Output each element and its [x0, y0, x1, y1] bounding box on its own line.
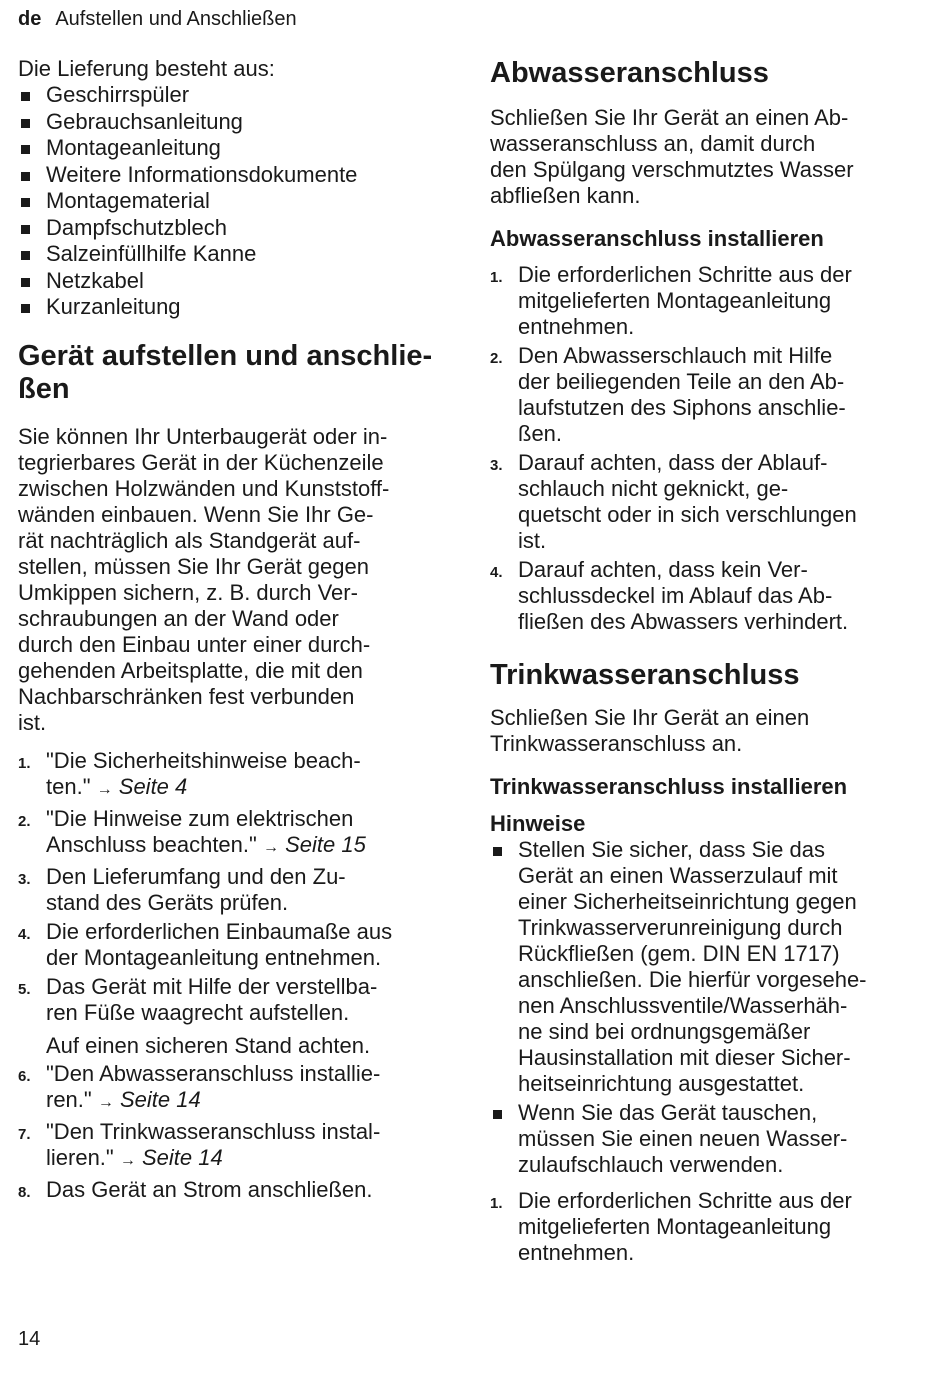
step-text: "Den Abwasseranschluss installie-	[46, 1060, 381, 1086]
text-line: Sie können Ihr Unterbaugerät oder in-	[18, 423, 388, 449]
step-item	[490, 1188, 920, 1266]
note-text: Gerät an einen Wasserzulauf mit	[518, 863, 838, 888]
step-number: 1.	[490, 1195, 503, 1212]
step-item	[18, 1061, 448, 1116]
page-reference-link[interactable]: Seite 14	[141, 1144, 223, 1170]
step-number: 7.	[18, 1125, 31, 1143]
step-number: 2.	[490, 350, 503, 367]
page-number: 14	[18, 1328, 41, 1350]
section-heading-trinkwasser: Trinkwasseranschluss	[490, 659, 800, 691]
note-item	[490, 1100, 920, 1178]
language-code: de	[18, 8, 42, 30]
step-number: 5.	[18, 980, 31, 998]
step-text: Den Abwasserschlauch mit Hilfe	[518, 343, 833, 368]
trinkwasser-steps	[490, 1188, 920, 1266]
note-text: ne sind bei ordnungsgemäßer	[518, 1019, 811, 1044]
step-text: stand des Geräts prüfen.	[46, 889, 289, 915]
text-line: abfließen kann.	[490, 183, 641, 208]
text-line: wasseranschluss an, damit durch	[490, 131, 816, 156]
setup-steps	[18, 748, 448, 1026]
text-line: Trinkwasseranschluss an.	[490, 731, 743, 756]
step-number: 2.	[18, 812, 31, 830]
notes-list	[490, 837, 920, 1178]
step-item	[490, 450, 920, 554]
text-line: rät nachträglich als Standgerät auf-	[18, 527, 361, 553]
text-line: gehenden Arbeitsplatte, die mit den	[18, 657, 363, 683]
note-text: müssen Sie einen neuen Wasser-	[518, 1126, 848, 1151]
heading-line: ßen	[18, 372, 70, 405]
text-line: stellen, müssen Sie Ihr Gerät gegen	[18, 553, 369, 579]
note-item	[490, 837, 920, 1097]
delivery-item: Gebrauchsanleitung	[18, 109, 448, 136]
text-line: Umkippen sichern, z. B. durch Ver-	[18, 579, 358, 605]
setup-paragraph	[18, 424, 448, 736]
text-line: Nachbarschränken fest verbunden	[18, 683, 355, 709]
step-text: schlauch nicht geknickt, ge-	[518, 476, 789, 501]
arrow-right-icon: →	[96, 780, 113, 798]
step-text: der beiliegenden Teile an den Ab-	[518, 369, 845, 394]
step-item	[18, 864, 448, 916]
text-line: den Spülgang verschmutztes Wasser	[490, 157, 854, 182]
section-heading-setup	[18, 340, 448, 406]
step-number: 3.	[18, 870, 31, 888]
abwasser-steps	[490, 262, 920, 635]
step-text: fließen des Abwassers verhindert.	[518, 609, 849, 634]
step-number: 8.	[18, 1183, 31, 1201]
step-number: 6.	[18, 1067, 31, 1085]
setup-steps-continued	[18, 1061, 448, 1203]
step-text: mitgelieferten Montageanleitung	[518, 1214, 832, 1239]
delivery-list	[18, 82, 448, 321]
step-text: lieren."	[46, 1144, 114, 1170]
delivery-item: Geschirrspüler	[18, 82, 448, 109]
subheading-trinkwasser-install: Trinkwasseranschluss installieren	[490, 774, 848, 799]
step-item	[18, 919, 448, 971]
arrow-right-icon: →	[97, 1093, 114, 1111]
step-text: Den Lieferumfang und den Zu-	[46, 863, 346, 889]
subheading-abwasser-install: Abwasseranschluss installieren	[490, 226, 824, 251]
step-item	[490, 557, 920, 635]
note-text: einer Sicherheitseinrichtung gegen	[518, 889, 857, 914]
step-text: Die erforderlichen Schritte aus der	[518, 1188, 852, 1213]
section-heading-abwasser: Abwasseranschluss	[490, 57, 769, 89]
step-item	[18, 806, 448, 861]
heading-line: Gerät aufstellen und anschlie-	[18, 339, 433, 372]
text-line: Schließen Sie Ihr Gerät an einen	[490, 705, 810, 730]
trinkwasser-intro	[490, 705, 920, 757]
step-text: "Die Hinweise zum elektrischen	[46, 805, 354, 831]
step-number: 4.	[18, 925, 31, 943]
page-reference-link[interactable]: Seite 4	[118, 773, 188, 799]
text-line: wänden einbauen. Wenn Sie Ihr Ge-	[18, 501, 374, 527]
notes-heading: Hinweise	[490, 811, 586, 836]
text-line: durch den Einbau unter einer durch-	[18, 631, 371, 657]
text-line: ist.	[18, 709, 47, 735]
delivery-item: Dampfschutzblech	[18, 215, 448, 242]
delivery-item: Montagematerial	[18, 188, 448, 215]
step-text: entnehmen.	[518, 1240, 635, 1265]
step-text: ßen.	[518, 421, 563, 446]
step-number: 1.	[490, 269, 503, 286]
step-text: schlussdeckel im Ablauf das Ab-	[518, 583, 833, 608]
step-text: Das Gerät an Strom anschließen.	[46, 1176, 373, 1202]
step-number: 3.	[490, 457, 503, 474]
note-text: Stellen Sie sicher, dass Sie das	[518, 837, 825, 862]
note-text: anschließen. Die hierfür vorgesehe-	[518, 967, 867, 992]
step-text: Darauf achten, dass der Ablauf-	[518, 450, 828, 475]
step-item	[490, 343, 920, 447]
step-text: entnehmen.	[518, 314, 635, 339]
step-item	[18, 974, 448, 1026]
note-text: Hausinstallation mit dieser Sicher-	[518, 1045, 851, 1070]
arrow-right-icon: →	[262, 838, 279, 856]
note-text: Trinkwasserverunreinigung durch	[518, 915, 843, 940]
step-item	[18, 1119, 448, 1174]
left-column	[18, 56, 448, 1203]
page-header	[18, 8, 297, 31]
step-note: Auf einen sicheren Stand achten.	[46, 1032, 371, 1058]
text-line: schraubungen an der Wand oder	[18, 605, 339, 631]
delivery-item: Netzkabel	[18, 268, 448, 295]
step-text: ren Füße waagrecht aufstellen.	[46, 999, 350, 1025]
right-column	[490, 56, 920, 1266]
step-text: der Montageanleitung entnehmen.	[46, 944, 382, 970]
delivery-intro: Die Lieferung besteht aus:	[18, 56, 275, 81]
step-text: ten."	[46, 773, 91, 799]
step-text: ist.	[518, 528, 547, 553]
note-text: nen Anschlussventile/Wasserhäh-	[518, 993, 848, 1018]
text-line: zwischen Holzwänden und Kunststoff-	[18, 475, 390, 501]
note-text: Wenn Sie das Gerät tauschen,	[518, 1100, 818, 1125]
step-item	[18, 748, 448, 803]
arrow-right-icon: →	[119, 1151, 136, 1169]
delivery-item: Montageanleitung	[18, 135, 448, 162]
step-text: Die erforderlichen Schritte aus der	[518, 262, 852, 287]
note-text: heitseinrichtung ausgestattet.	[518, 1071, 805, 1096]
step-number: 1.	[18, 754, 31, 772]
step-text: "Den Trinkwasseranschluss instal-	[46, 1118, 381, 1144]
note-text: zulaufschlauch verwenden.	[518, 1152, 784, 1177]
step-text: laufstutzen des Siphons anschlie-	[518, 395, 846, 420]
abwasser-intro	[490, 105, 920, 209]
step-text: Das Gerät mit Hilfe der verstellba-	[46, 973, 378, 999]
text-line: tegrierbares Gerät in der Küchenzeile	[18, 449, 384, 475]
text-line: Schließen Sie Ihr Gerät an einen Ab-	[490, 105, 849, 130]
step-text: ren."	[46, 1086, 92, 1112]
note-text: Rückfließen (gem. DIN EN 1717)	[518, 941, 840, 966]
section-title: Aufstellen und Anschließen	[55, 8, 297, 30]
step-number: 4.	[490, 564, 503, 581]
step-text: quetscht oder in sich verschlungen	[518, 502, 857, 527]
step-text: Die erforderlichen Einbaumaße aus	[46, 918, 393, 944]
page-reference-link[interactable]: Seite 14	[119, 1086, 201, 1112]
step-text: Anschluss beachten."	[46, 831, 257, 857]
step-text: "Die Sicherheitshinweise beach-	[46, 747, 361, 773]
step-item	[18, 1177, 448, 1203]
delivery-item: Weitere Informationsdokumente	[18, 162, 448, 189]
step-item	[490, 262, 920, 340]
delivery-item: Kurzanleitung	[18, 294, 448, 321]
step-text: mitgelieferten Montageanleitung	[518, 288, 832, 313]
page-reference-link[interactable]: Seite 15	[285, 831, 366, 857]
delivery-item: Salzeinfüllhilfe Kanne	[18, 241, 448, 268]
step-text: Darauf achten, dass kein Ver-	[518, 557, 808, 582]
